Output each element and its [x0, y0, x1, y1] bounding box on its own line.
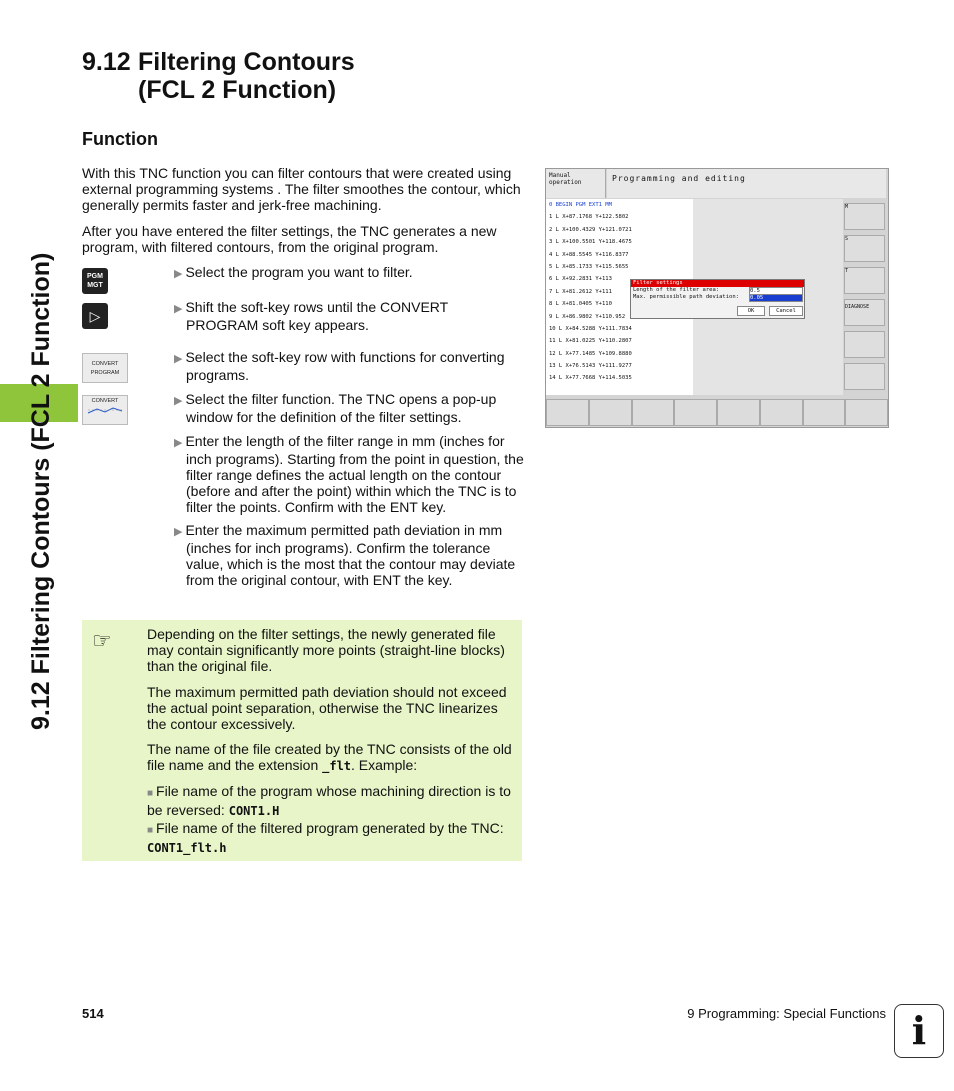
softkey-slot: [632, 399, 675, 426]
step-item: [174, 433, 529, 515]
filter-length-label: Length of the filter area:: [633, 287, 720, 293]
arrow-icon: ▶: [174, 268, 183, 280]
program-line: 2 L X+100.4329 Y+121.0721: [549, 226, 632, 233]
diagnose-label: DIAGNOSE: [845, 304, 870, 310]
step-item: [174, 522, 529, 588]
pgm-mgt-key-label2: MGT: [87, 282, 103, 289]
step-text: Enter the length of the filter range in mm (inches for: [185, 433, 505, 449]
note-p3-tail: . Example:: [351, 757, 418, 773]
convert-program-softkey: [82, 353, 128, 383]
intro-paragraph-1: With this TNC function you can filter contours that were created using external programming systems . The filter smoothes the contour, which generally permits faster and jerk-free machining.: [82, 165, 521, 213]
softkey-slot: [589, 399, 632, 426]
diagnose-softkey: [844, 299, 885, 326]
right-softkeys: [844, 199, 886, 395]
note-box: [82, 620, 522, 861]
note-paragraph-3: [147, 741, 517, 774]
program-line: 7 L X+81.2612 Y+111: [549, 288, 612, 295]
m-softkey: [844, 203, 885, 230]
path-deviation-input[interactable]: 0.05: [749, 294, 803, 302]
program-line: 8 L X+81.0405 Y+110: [549, 301, 612, 308]
program-line: 13 L X+76.5143 Y+111.9277: [549, 363, 632, 370]
softkey-slot: [717, 399, 760, 426]
softkey-label2: PROGRAM: [90, 370, 120, 376]
page-title: [82, 48, 355, 104]
path-deviation-label: Max. permissible path deviation:: [633, 294, 739, 300]
step-text-cont: (inches for inch programs). Confirm the tolerance value, which is the most that the contour may deviate from the original contour, with ENT the key.: [186, 540, 516, 588]
screen-mode: Manual operation: [546, 169, 606, 198]
arrow-icon: ▶: [174, 303, 183, 315]
blank-softkey: [844, 363, 885, 390]
ok-button[interactable]: OK: [737, 306, 765, 316]
program-line: 0 BEGIN PGM EXT1 MM: [549, 202, 612, 208]
step-text-cont: inch programs). Starting from the point in question, the filter range defines the actual length on the contour (before and after the point) within which the TNC is to filter the points. Confirm with the ENT key.: [186, 451, 524, 515]
subheading: Function: [82, 129, 158, 149]
convert-filter-softkey: [82, 395, 128, 425]
t-label: T: [845, 268, 849, 274]
program-line: 11 L X+81.0225 Y+110.2807: [549, 338, 632, 345]
program-line: 5 L X+85.1733 Y+115.5655: [549, 263, 629, 270]
title-line2: (FCL 2 Function): [138, 76, 337, 104]
step-item: [174, 391, 529, 425]
softkey-slot: [803, 399, 846, 426]
intro-paragraph-2: After you have entered the filter settings, the TNC generates a new program, with filtered contours, from the original program.: [82, 223, 497, 255]
blank-softkey: [844, 331, 885, 358]
filter-contour-icon: [85, 404, 125, 416]
dialog-title: Filter settings: [631, 280, 804, 287]
softkey-slot: [674, 399, 717, 426]
softkey-label1: CONVERT: [91, 361, 119, 367]
t-softkey: [844, 267, 885, 294]
tnc-screenshot: [545, 168, 889, 428]
m-label: M: [845, 204, 849, 210]
step-item: [174, 299, 529, 333]
screen-title: Programming and editing: [607, 169, 886, 198]
step-text-cont: PROGRAM soft key appears.: [186, 317, 369, 333]
bullet-square-icon: ■: [147, 788, 154, 799]
step-item: [174, 349, 529, 383]
pgm-mgt-key-label1: PGM: [87, 273, 103, 280]
arrow-icon: ▶: [174, 437, 183, 449]
step-text: Select the filter function. The TNC opens a pop-up: [185, 391, 497, 407]
extension-code: _flt: [322, 759, 352, 773]
softkey-slot: [760, 399, 803, 426]
side-chapter-title: 9.12 Filtering Contours (FCL 2 Function): [27, 252, 55, 730]
step-text-cont: window for the definition of the filter settings.: [186, 409, 462, 425]
title-line1: Filtering Contours: [138, 48, 355, 76]
s-label: S: [845, 236, 849, 242]
filename-code: CONT1.H: [228, 804, 280, 818]
page-number: 514: [82, 1006, 104, 1021]
note-bullet-1: [147, 783, 517, 819]
program-line: 3 L X+100.5501 Y+118.4675: [549, 239, 632, 246]
step-text: Enter the maximum permitted path deviation in mm: [185, 522, 503, 538]
footer-chapter: 9 Programming: Special Functions: [687, 1006, 886, 1021]
info-icon: i: [894, 1004, 944, 1058]
filter-length-row: [631, 287, 804, 294]
note-paragraph-1: Depending on the filter settings, the newly generated file may contain significantly more points (straight-line blocks) than the original file.: [147, 626, 505, 674]
softkey-slot: [845, 399, 888, 426]
bottom-softkeys: [546, 399, 888, 426]
bullet-text: File name of the program whose machining direction is to be reversed:: [147, 783, 511, 818]
filter-length-input[interactable]: 0.5: [749, 287, 803, 295]
step-text: Shift the soft-key rows until the CONVERT: [185, 299, 449, 315]
bullet-square-icon: ■: [147, 825, 154, 836]
program-line: 4 L X+88.5545 Y+116.8377: [549, 251, 629, 258]
filename-code: CONT1_flt.h: [147, 841, 227, 855]
arrow-icon: ▶: [174, 353, 183, 365]
program-line: 9 L X+86.9802 Y+110.952: [549, 313, 626, 320]
cancel-button[interactable]: Cancel: [769, 306, 803, 316]
program-line: 12 L X+77.1485 Y+109.8880: [549, 350, 632, 357]
pointing-hand-icon: ☞: [92, 628, 112, 653]
step-text: Select the program you want to filter.: [185, 264, 413, 280]
program-line: 6 L X+92.2831 Y+113: [549, 276, 612, 283]
note-p3-text: The name of the file created by the TNC consists of the old file name and the extension: [147, 741, 512, 773]
note-bullet-2: [147, 820, 517, 856]
path-deviation-row: [631, 294, 804, 301]
arrow-icon: ▶: [174, 526, 183, 538]
section-number: 9.12: [82, 48, 131, 76]
program-line: 14 L X+77.7668 Y+114.5035: [549, 375, 632, 382]
filter-softkey-label: CONVERT: [91, 398, 119, 404]
arrow-icon: ▶: [174, 395, 183, 407]
next-softkey-row-icon: ▷: [82, 303, 108, 329]
note-paragraph-2: The maximum permitted path deviation should not exceed the actual point separation, otherwise the TNC linearizes the contour excessively.: [147, 684, 507, 732]
program-line: 1 L X+87.1768 Y+122.5802: [549, 214, 629, 221]
step-text: Select the soft-key row with functions for converting: [185, 349, 505, 365]
step-text-cont: programs.: [186, 367, 250, 383]
program-line: 10 L X+84.5288 Y+111.7834: [549, 325, 632, 332]
pgm-mgt-key: [82, 268, 108, 294]
filter-settings-dialog: [630, 279, 805, 319]
softkey-slot: [546, 399, 589, 426]
step-item: [174, 264, 529, 282]
bullet-text: File name of the filtered program generated by the TNC:: [156, 820, 504, 836]
s-softkey: [844, 235, 885, 262]
